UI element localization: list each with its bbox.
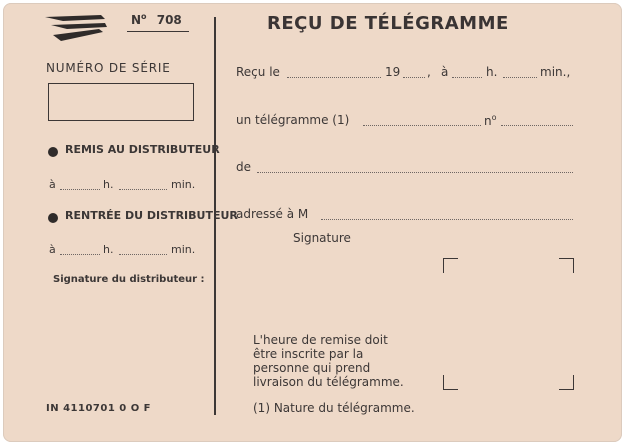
hour-field[interactable]	[452, 77, 482, 78]
addressee-field[interactable]	[321, 219, 573, 220]
rentree-hour-field[interactable]	[60, 254, 100, 255]
de-label: de	[236, 160, 251, 174]
year-label: 19	[385, 65, 401, 79]
rentree-min-field[interactable]	[119, 254, 167, 255]
min-label: min.,	[540, 65, 571, 79]
rentree-bullet-icon	[48, 213, 58, 223]
ptt-logo-icon	[43, 13, 109, 43]
no-label	[484, 113, 497, 128]
stamp-corner-top-right	[559, 258, 574, 273]
number-sup: o	[141, 12, 147, 21]
number-underline	[127, 31, 189, 32]
un-telegramme-label: un télégramme (1)	[236, 113, 350, 127]
remis-h-label: h.	[103, 178, 114, 191]
remis-bullet-icon	[48, 147, 58, 157]
stamp-corner-bottom-left	[443, 375, 458, 390]
adresse-label: adressé à M	[236, 207, 309, 221]
comma-label: ,	[427, 65, 431, 79]
remis-label: REMIS AU DISTRIBUTEUR	[65, 143, 220, 156]
receipt-number	[131, 12, 182, 27]
distributor-signature-label: Signature du distributeur :	[53, 274, 205, 285]
recu-le-label: Reçu le	[236, 65, 280, 79]
remis-min-field[interactable]	[119, 189, 167, 190]
h-label: h.	[486, 65, 498, 79]
remis-min-label: min.	[171, 178, 196, 191]
serial-number-box[interactable]	[48, 83, 194, 121]
footnote: (1) Nature du télégramme.	[253, 401, 415, 415]
form-code: IN 4110701 0 O F	[46, 403, 152, 414]
rentree-a-label: à	[49, 243, 56, 256]
no-text: n	[484, 114, 492, 128]
telegram-nature-field[interactable]	[363, 125, 481, 126]
rentree-h-label: h.	[103, 243, 114, 256]
rentree-label: RENTRÉE DU DISTRIBUTEUR	[65, 209, 238, 222]
number-label: N	[131, 13, 142, 27]
minute-field[interactable]	[503, 77, 537, 78]
serial-number-label: NUMÉRO DE SÉRIE	[46, 61, 171, 75]
remise-note: L'heure de remise doit être inscrite par la personne qui prend livraison du télégramme.	[253, 333, 404, 389]
number-value: 708	[156, 13, 182, 27]
no-sup: o	[491, 113, 497, 122]
telegram-receipt-card	[3, 3, 622, 442]
remis-a-label: à	[49, 178, 56, 191]
stamp-corner-top-left	[443, 258, 458, 273]
signature-label: Signature	[293, 231, 351, 245]
a-label: à	[441, 65, 449, 79]
rentree-min-label: min.	[171, 243, 196, 256]
stamp-corner-bottom-right	[559, 375, 574, 390]
date-field[interactable]	[287, 77, 381, 78]
remis-hour-field[interactable]	[60, 189, 100, 190]
telegram-number-field[interactable]	[501, 125, 573, 126]
year-field[interactable]	[403, 77, 425, 78]
sender-field[interactable]	[257, 172, 573, 173]
page-title: REÇU DE TÉLÉGRAMME	[267, 13, 509, 34]
